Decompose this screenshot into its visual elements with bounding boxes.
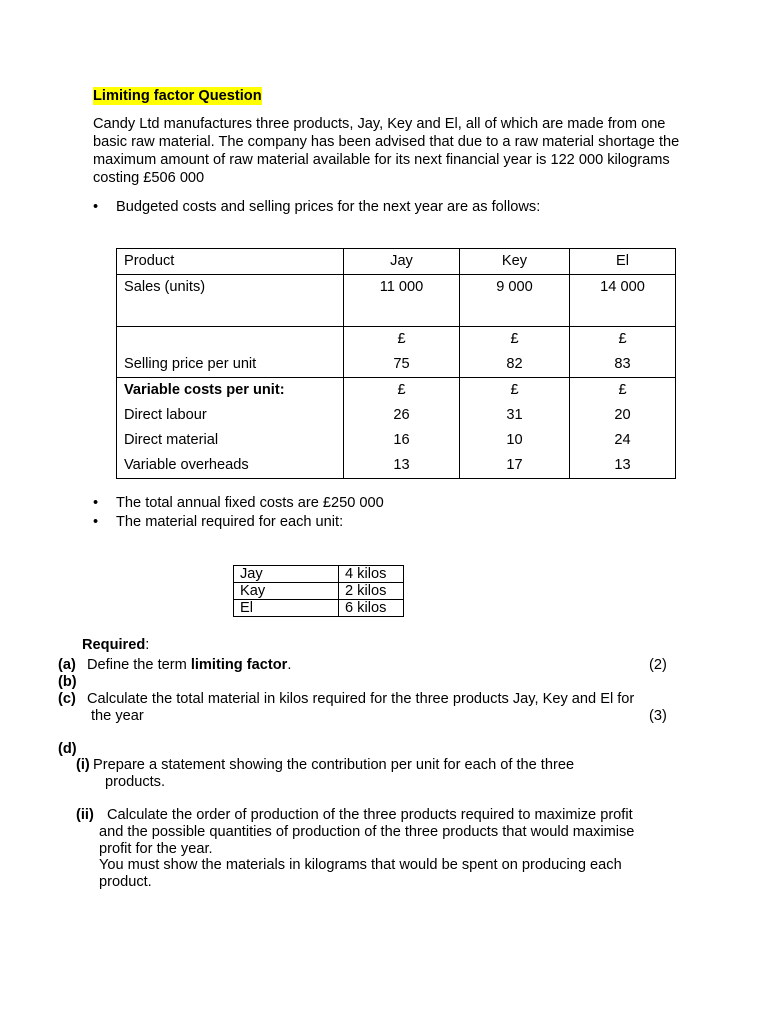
- header-cell: Product: [117, 249, 344, 275]
- table-row: [117, 275, 676, 327]
- cell-value: 82: [460, 352, 570, 378]
- table-row: [117, 327, 676, 353]
- key-term: limiting factor: [190, 657, 288, 673]
- table-row: [117, 453, 676, 479]
- question-text: Prepare a statement showing the contribution per unit for each of the three: [93, 757, 575, 773]
- header-cell: El: [570, 249, 676, 275]
- row-label: Direct material: [117, 428, 344, 453]
- cell-value: 31: [460, 403, 570, 428]
- cell-value: 10: [460, 428, 570, 453]
- kilos-cell: 4 kilos: [339, 566, 404, 583]
- cell-value: 17: [460, 453, 570, 479]
- question-text-pre: Define the term: [87, 657, 191, 673]
- question-text-post: .: [287, 657, 292, 673]
- cell-value: 13: [344, 453, 460, 479]
- question-text: profit for the year.: [99, 841, 213, 857]
- question-text: the year: [91, 708, 144, 724]
- cell-value: 26: [344, 403, 460, 428]
- material-table: [233, 565, 404, 617]
- bullet-icon: •: [93, 199, 99, 215]
- question-c: [58, 690, 670, 708]
- question-d-label: (d): [58, 741, 77, 757]
- table-header-row: [117, 249, 676, 275]
- table-row: [117, 403, 676, 428]
- cell-value: 13: [570, 453, 676, 479]
- table-row: [234, 566, 404, 583]
- table-row: [234, 583, 404, 600]
- currency-symbol: £: [460, 378, 570, 404]
- question-text: products.: [105, 774, 166, 790]
- required-label: Required: [82, 637, 146, 653]
- product-cell: Kay: [234, 583, 339, 600]
- bullet-icon: •: [93, 514, 99, 530]
- question-text: Calculate the total material in kilos required for the three products Jay, Key and El for: [87, 691, 635, 707]
- question-a: [58, 656, 670, 674]
- question-text: and the possible quantities of production of the three products that would maximise: [99, 824, 635, 840]
- required-heading: [82, 636, 149, 654]
- bullet-text: The material required for each unit:: [116, 514, 344, 530]
- table-row: [117, 428, 676, 453]
- currency-symbol: £: [570, 378, 676, 404]
- table-row: [234, 600, 404, 617]
- budget-table: [116, 248, 676, 479]
- question-d-ii: [76, 806, 633, 824]
- cell-value: 9 000: [460, 275, 570, 327]
- row-label: [117, 327, 344, 353]
- table-row: [117, 352, 676, 378]
- marks: (3): [649, 708, 667, 724]
- cell-value: 24: [570, 428, 676, 453]
- question-d-i: [76, 756, 575, 774]
- bullet-text: The total annual fixed costs are £250 000: [116, 495, 384, 511]
- kilos-cell: 2 kilos: [339, 583, 404, 600]
- question-text: Calculate the order of production of the three products required to maximize profit: [107, 807, 633, 823]
- question-title: Limiting factor Question: [93, 88, 262, 104]
- cell-value: 20: [570, 403, 676, 428]
- currency-symbol: £: [460, 327, 570, 353]
- header-cell: Jay: [344, 249, 460, 275]
- cell-value: 16: [344, 428, 460, 453]
- currency-symbol: £: [570, 327, 676, 353]
- product-cell: El: [234, 600, 339, 617]
- cell-value: 83: [570, 352, 676, 378]
- table-row: [117, 378, 676, 404]
- cell-value: 14 000: [570, 275, 676, 327]
- row-label: Variable overheads: [117, 453, 344, 479]
- question-label: (i): [76, 757, 90, 773]
- question-label: (c): [58, 691, 76, 707]
- question-c-line2: [91, 707, 670, 725]
- product-cell: Jay: [234, 566, 339, 583]
- row-label: Variable costs per unit:: [117, 378, 344, 404]
- kilos-cell: 6 kilos: [339, 600, 404, 617]
- question-text: product.: [99, 874, 152, 890]
- question-text: [87, 656, 291, 674]
- question-label: (ii): [76, 807, 94, 823]
- marks: (2): [649, 657, 667, 673]
- question-label: (a): [58, 657, 76, 673]
- bullet-icon: •: [93, 495, 99, 511]
- row-label: Sales (units): [117, 275, 344, 327]
- question-b-label: (b): [58, 674, 77, 690]
- row-label: Direct labour: [117, 403, 344, 428]
- currency-symbol: £: [344, 378, 460, 404]
- cell-value: 11 000: [344, 275, 460, 327]
- header-cell: Key: [460, 249, 570, 275]
- currency-symbol: £: [344, 327, 460, 353]
- row-label: Selling price per unit: [117, 352, 344, 378]
- bullet-text: Budgeted costs and selling prices for the next year are as follows:: [116, 199, 541, 215]
- required-colon: :: [145, 637, 150, 653]
- question-text: You must show the materials in kilograms that would be spent on producing each: [99, 857, 622, 873]
- intro-paragraph: Candy Ltd manufactures three products, Jay, Key and El, all of which are made from one basic raw material. The company has been advised that due to a raw material shortage the maximum amount of raw material available for its next financial year is 122 000 kilograms costing £506 000: [93, 116, 680, 186]
- cell-value: 75: [344, 352, 460, 378]
